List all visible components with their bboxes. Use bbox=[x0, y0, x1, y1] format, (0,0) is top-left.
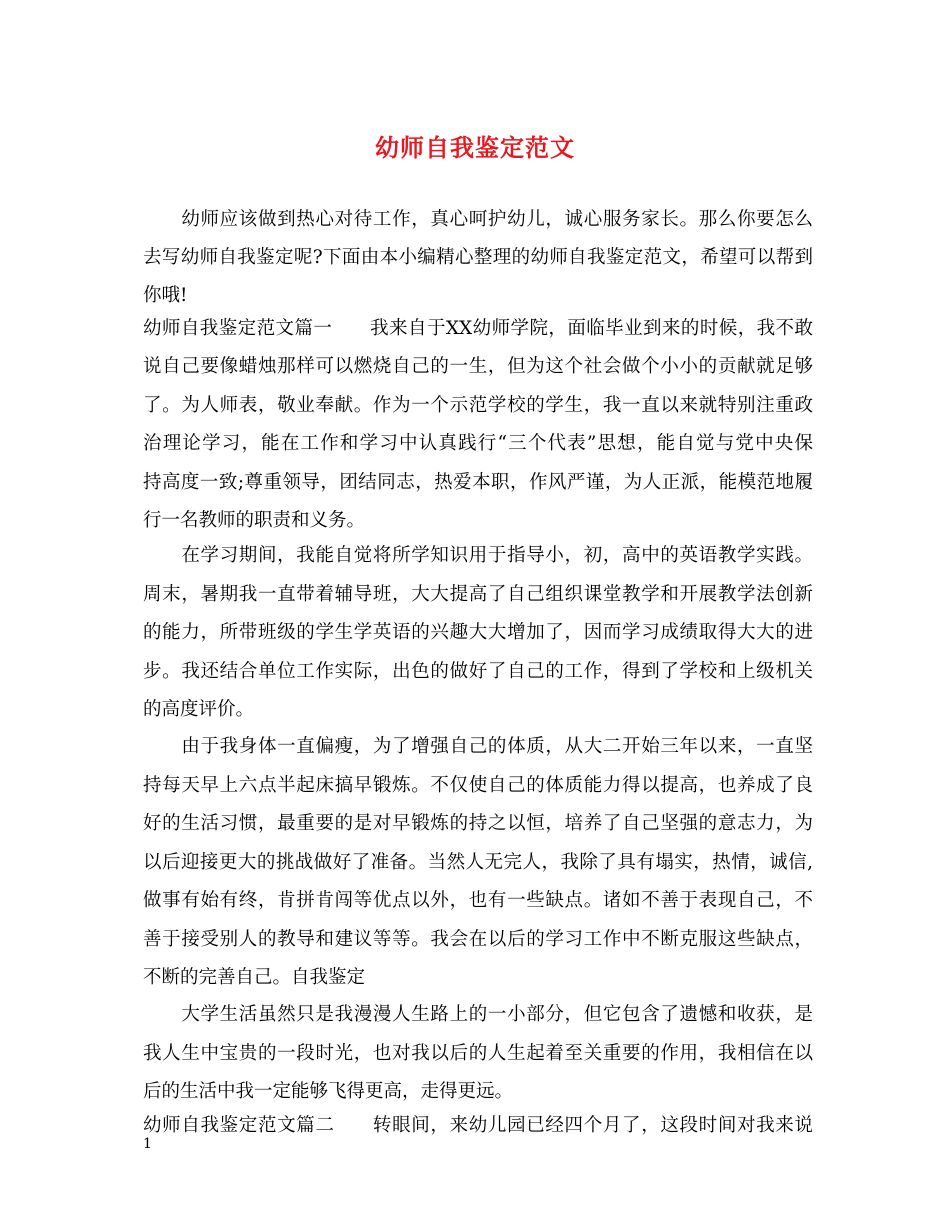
body-line: 善于接受别人的教导和建议等等。我会在以后的学习工作中不断克服这些缺点， bbox=[143, 929, 813, 950]
body-line: 做事有始有终，肯拼肯闯等优点以外，也有一些缺点。诸如不善于表现自己，不 bbox=[143, 890, 813, 911]
body-line: 持每天早上六点半起床搞早锻炼。不仅使自己的体质能力得以提高，也养成了良 bbox=[143, 775, 813, 796]
body-line: 幼师应该做到热心对待工作，真心呵护幼儿，诚心服务家长。那么你要怎么 bbox=[143, 209, 813, 230]
body-line: 周末，暑期我一直带着辅导班，大大提高了自己组织课堂教学和开展教学法创新 bbox=[143, 584, 813, 605]
body-line: 好的生活习惯，最重要的是对早锻炼的持之以恒，培养了自己坚强的意志力，为 bbox=[143, 813, 813, 834]
body-line: 说自己要像蜡烛那样可以燃烧自己的一生，但为这个社会做个小小的贡献就足够 bbox=[143, 356, 813, 377]
body-line: 幼师自我鉴定范文篇二 转眼间，来幼儿园已经四个月了，这段时间对我来说 bbox=[143, 1115, 813, 1136]
body-line: 在学习期间，我能自觉将所学知识用于指导小，初，高中的英语教学实践。 bbox=[143, 545, 813, 566]
body-line: 后的生活中我一定能够飞得更高，走得更远。 bbox=[143, 1081, 514, 1102]
body-line: 大学生活虽然只是我漫漫人生路上的一小部分，但它包含了遗憾和收获，是 bbox=[143, 1004, 813, 1025]
body-line: 我人生中宝贵的一段时光，也对我以后的人生起着至关重要的作用，我相信在以 bbox=[143, 1043, 813, 1064]
body-line: 了。为人师表，敬业奉献。作为一个示范学校的学生，我一直以来就特别注重政 bbox=[143, 395, 813, 416]
page-number: 1 bbox=[143, 1136, 152, 1152]
body-line: 你哦! bbox=[143, 285, 188, 306]
body-line: 行一名教师的职责和义务。 bbox=[143, 510, 366, 531]
body-line: 持高度一致;尊重领导，团结同志，热爱本职，作风严谨，为人正派，能模范地履 bbox=[143, 472, 813, 493]
body-line: 由于我身体一直偏瘦，为了增强自己的体质，从大二开始三年以来，一直坚 bbox=[143, 736, 813, 757]
body-line: 不断的完善自己。自我鉴定 bbox=[143, 967, 366, 988]
body-line: 的高度评价。 bbox=[143, 699, 255, 720]
body-line: 去写幼师自我鉴定呢?下面由本小编精心整理的幼师自我鉴定范文，希望可以帮到 bbox=[143, 247, 813, 268]
body-line: 幼师自我鉴定范文篇一 我来自于XX幼师学院，面临毕业到来的时候，我不敢 bbox=[143, 318, 813, 339]
body-line: 步。我还结合单位工作实际，出色的做好了自己的工作，得到了学校和上级机关 bbox=[143, 661, 813, 682]
document-title: 幼师自我鉴定范文 bbox=[375, 133, 575, 162]
body-line: 的能力，所带班级的学生学英语的兴趣大大增加了，因而学习成绩取得大大的进 bbox=[143, 622, 813, 643]
body-line: 以后迎接更大的挑战做好了准备。当然人无完人，我除了具有塌实，热情，诚信, bbox=[143, 852, 813, 873]
body-line: 治理论学习，能在工作和学习中认真践行“三个代表”思想，能自觉与党中央保 bbox=[143, 433, 813, 454]
